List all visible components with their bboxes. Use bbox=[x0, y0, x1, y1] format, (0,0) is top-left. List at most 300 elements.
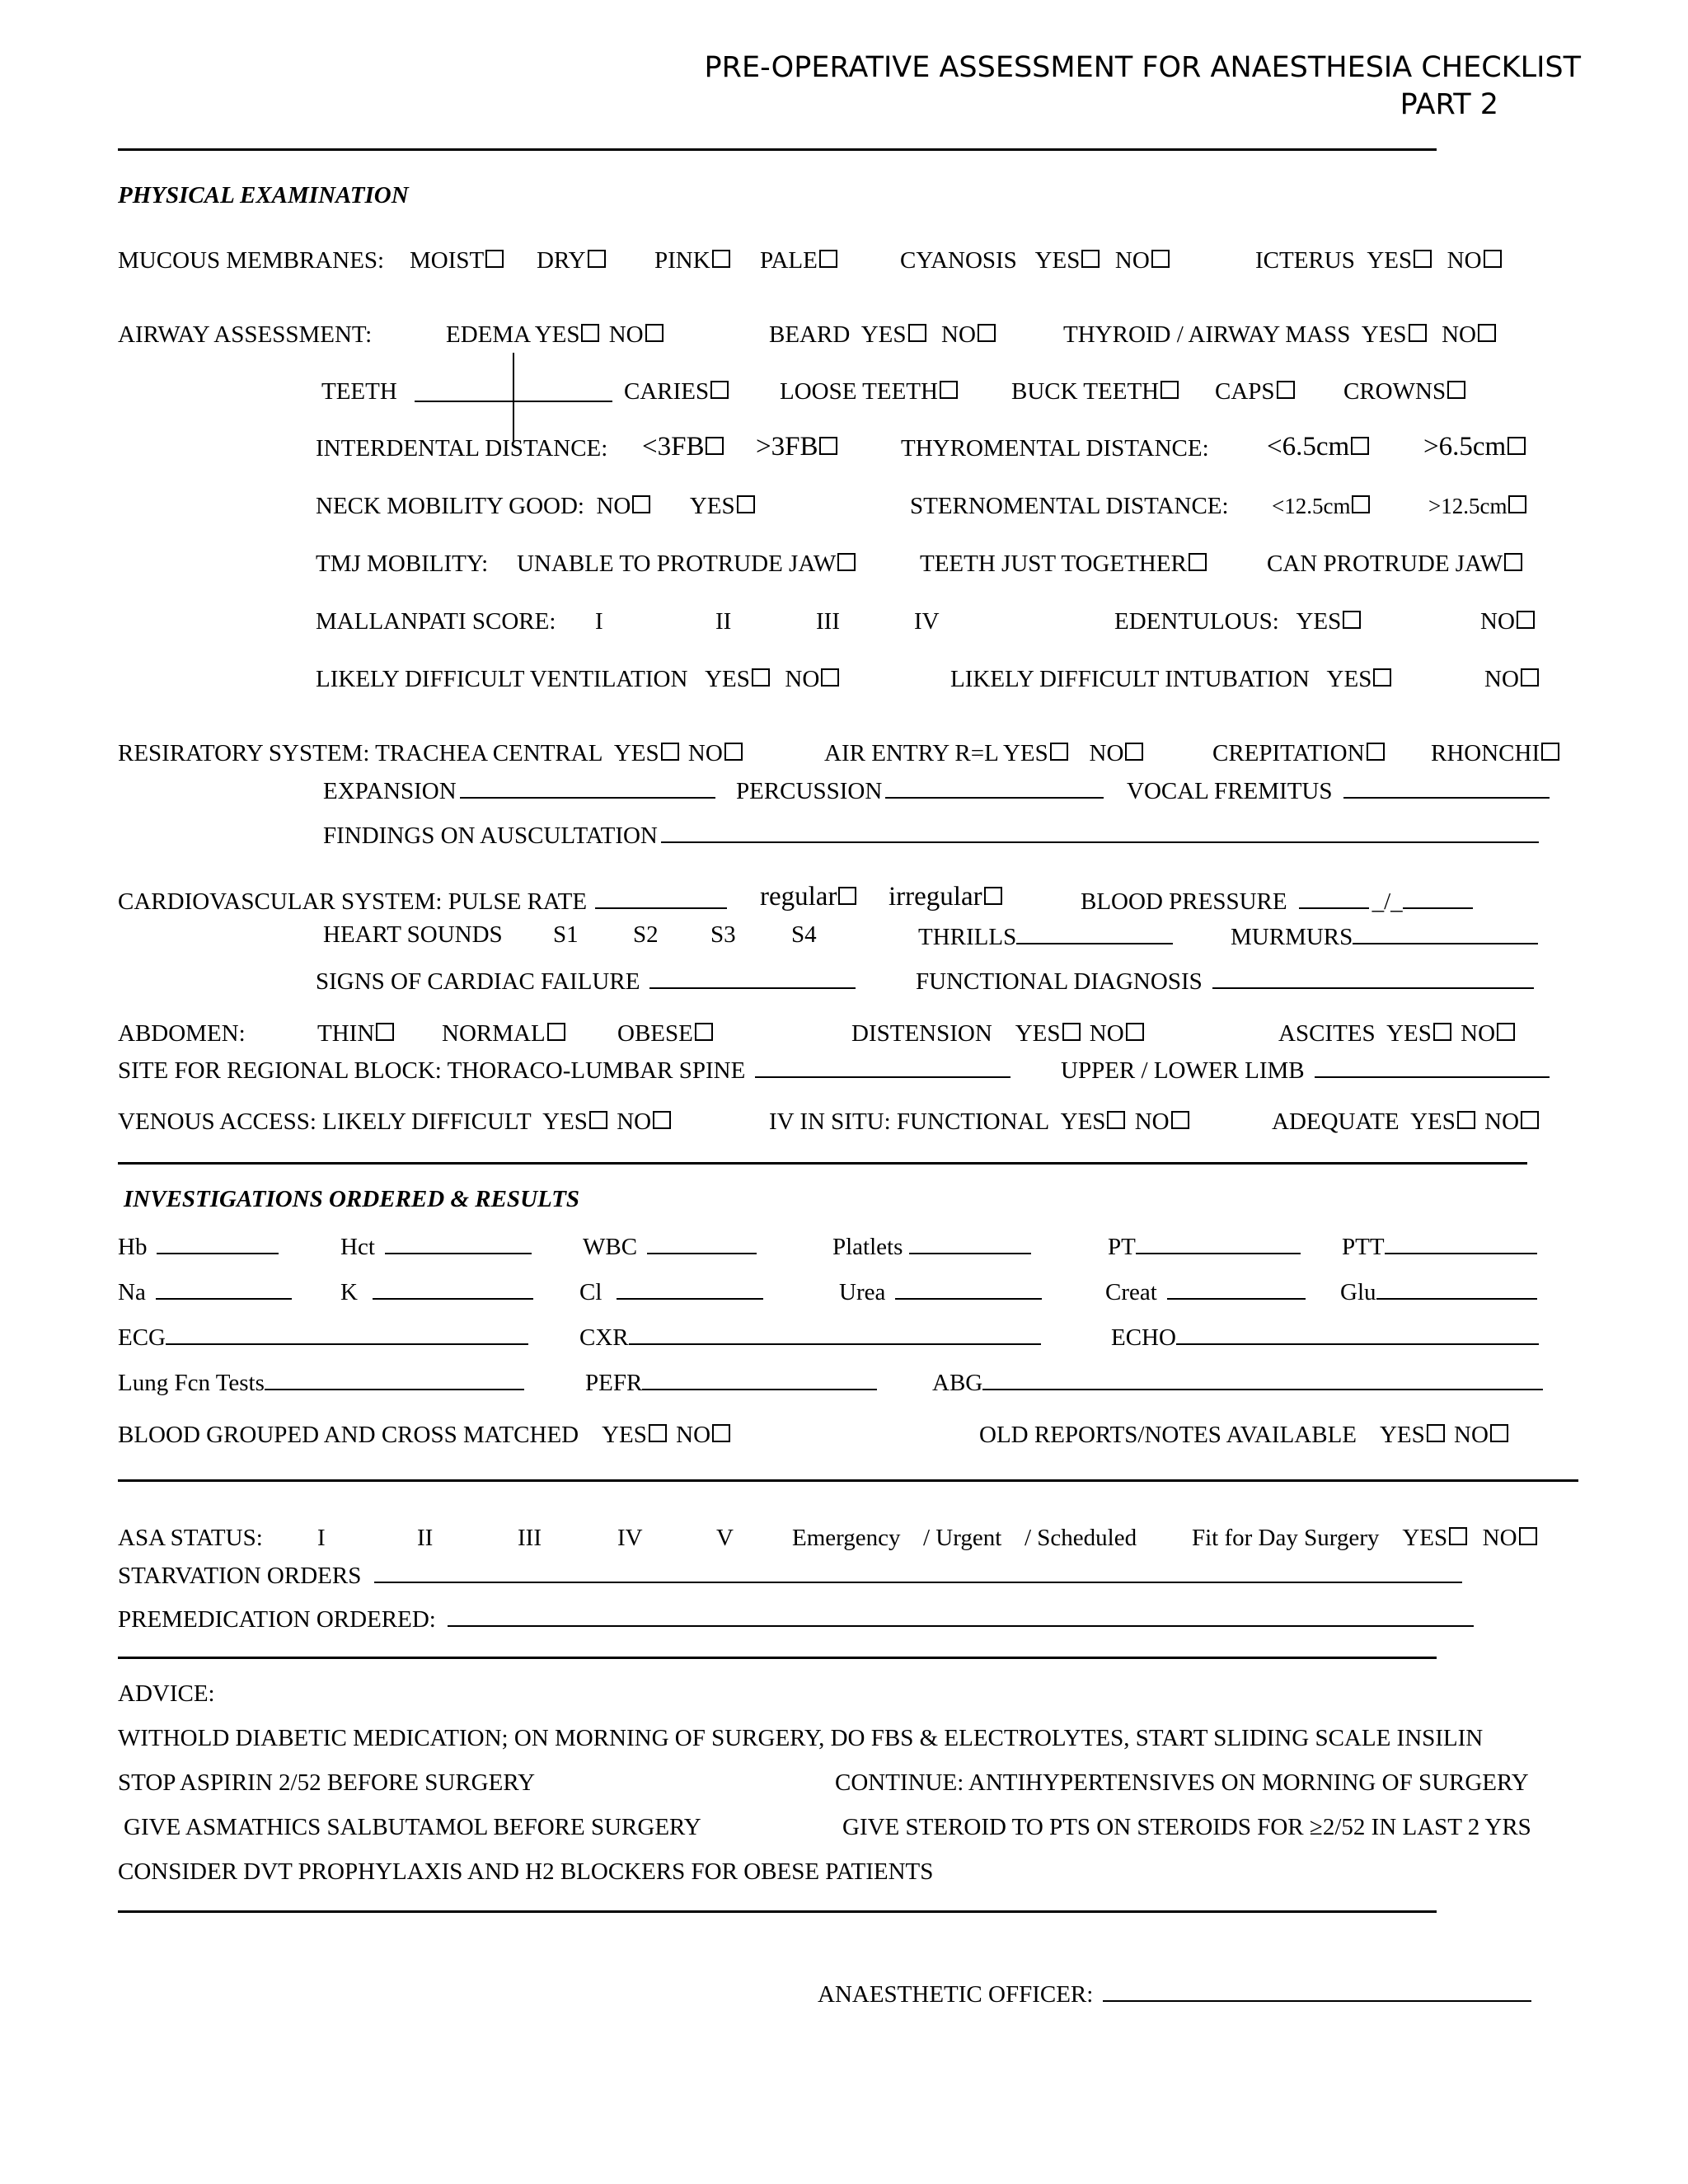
buck-teeth-label: BUCK TEETH bbox=[1011, 378, 1160, 405]
advice-line-2a: STOP ASPIRIN 2/52 BEFORE SURGERY bbox=[118, 1769, 536, 1796]
divider bbox=[118, 1162, 1527, 1165]
cl-field bbox=[579, 1278, 767, 1305]
lung-fcn-input[interactable] bbox=[265, 1369, 524, 1390]
moist-checkbox[interactable] bbox=[485, 250, 504, 268]
starvation-field bbox=[118, 1562, 1465, 1588]
no-label: NO bbox=[676, 1422, 711, 1448]
yes-label: YES bbox=[542, 1108, 588, 1135]
ecg-label: ECG bbox=[118, 1324, 166, 1351]
thyroid-yes-checkbox[interactable] bbox=[1409, 324, 1427, 342]
k-field bbox=[340, 1278, 537, 1305]
diff-vent-no-checkbox[interactable] bbox=[821, 668, 839, 687]
edema-no-checkbox[interactable] bbox=[645, 324, 663, 342]
cyanosis-no-checkbox[interactable] bbox=[1151, 250, 1170, 268]
glu-input[interactable] bbox=[1376, 1278, 1537, 1300]
section-heading-investigations: INVESTIGATIONS ORDERED & RESULTS bbox=[124, 1186, 580, 1212]
mallampati-2[interactable]: II bbox=[715, 608, 732, 635]
no-label: NO bbox=[941, 321, 976, 348]
iv-yes-checkbox[interactable] bbox=[1107, 1111, 1125, 1129]
day-surgery-yes-checkbox[interactable] bbox=[1449, 1527, 1467, 1545]
lt65-label: <6.5cm bbox=[1267, 432, 1350, 462]
premed-field bbox=[118, 1605, 1477, 1632]
auscultation-input[interactable] bbox=[661, 822, 1539, 843]
air-entry-option bbox=[824, 742, 1146, 766]
divider bbox=[118, 1910, 1437, 1913]
cl-input[interactable] bbox=[617, 1278, 763, 1300]
lt125-checkbox[interactable] bbox=[1352, 495, 1370, 513]
scheduled-option[interactable]: / Scheduled bbox=[1025, 1525, 1137, 1551]
resp-row bbox=[118, 742, 746, 766]
buck-teeth-checkbox[interactable] bbox=[1160, 381, 1179, 399]
lt3fb-label: <3FB bbox=[642, 432, 705, 462]
urea-input[interactable] bbox=[895, 1278, 1042, 1300]
beard-label: BEARD bbox=[769, 321, 851, 348]
auscultation-field bbox=[323, 822, 1542, 848]
yes-label: YES bbox=[1386, 1020, 1432, 1047]
beard-no-checkbox[interactable] bbox=[978, 324, 996, 342]
echo-input[interactable] bbox=[1176, 1324, 1539, 1345]
thin-label: THIN bbox=[317, 1020, 375, 1047]
form-subtitle: PART 2 bbox=[1400, 88, 1498, 121]
adequate-yes-checkbox[interactable] bbox=[1457, 1111, 1475, 1129]
irregular-checkbox[interactable] bbox=[984, 887, 1002, 905]
urea-label: Urea bbox=[839, 1279, 886, 1305]
percussion-field bbox=[736, 777, 1107, 804]
teeth-together-label: TEETH JUST TOGETHER bbox=[920, 551, 1187, 577]
s2-option[interactable]: S2 bbox=[633, 921, 659, 948]
s1-option[interactable]: S1 bbox=[553, 921, 579, 948]
bp-field bbox=[1081, 888, 1476, 914]
air-entry-label: AIR ENTRY R=L bbox=[824, 740, 998, 766]
gt3fb-checkbox[interactable] bbox=[819, 437, 837, 455]
yes-label: YES bbox=[1015, 1020, 1061, 1047]
no-label: NO bbox=[1484, 1108, 1520, 1135]
no-label: NO bbox=[1442, 321, 1476, 348]
lt65-checkbox[interactable] bbox=[1351, 437, 1369, 455]
pale-checkbox[interactable] bbox=[819, 250, 837, 268]
gt3fb-label: >3FB bbox=[756, 432, 818, 462]
bp-label: BLOOD PRESSURE bbox=[1081, 888, 1287, 915]
no-label: NO bbox=[1461, 1020, 1496, 1047]
heart-sounds-label: HEART SOUNDS bbox=[323, 921, 503, 948]
normal-option bbox=[442, 1022, 569, 1046]
yes-label: YES bbox=[705, 666, 750, 692]
iv-insitu-label: IV IN SITU: FUNCTIONAL bbox=[769, 1108, 1050, 1135]
ptt-input[interactable] bbox=[1385, 1233, 1537, 1254]
diff-vent-option bbox=[316, 668, 842, 691]
old-reports-option bbox=[979, 1423, 1512, 1447]
trachea-yes-checkbox[interactable] bbox=[661, 743, 679, 761]
gt65-label: >6.5cm bbox=[1423, 432, 1507, 462]
adequate-option bbox=[1272, 1110, 1542, 1134]
dry-label: DRY bbox=[537, 247, 586, 274]
ascites-no-checkbox[interactable] bbox=[1497, 1023, 1515, 1041]
ascites-option bbox=[1278, 1022, 1518, 1046]
thrills-label: THRILLS bbox=[918, 924, 1017, 950]
crepitation-label: CREPITATION bbox=[1212, 740, 1365, 766]
thyromental-label: THYROMENTAL DISTANCE: bbox=[901, 435, 1209, 462]
no-label: NO bbox=[1480, 608, 1515, 635]
premed-label: PREMEDICATION ORDERED: bbox=[118, 1606, 436, 1633]
wbc-label: WBC bbox=[583, 1234, 638, 1260]
trachea-no-checkbox[interactable] bbox=[724, 743, 743, 761]
obese-label: OBESE bbox=[617, 1020, 693, 1047]
premed-input[interactable] bbox=[448, 1605, 1474, 1627]
pt-field bbox=[1108, 1233, 1304, 1259]
icterus-option bbox=[1255, 249, 1505, 273]
no-label: NO bbox=[1089, 1020, 1124, 1047]
ecg-field bbox=[118, 1324, 532, 1350]
old-reports-no-checkbox[interactable] bbox=[1490, 1424, 1508, 1442]
pefr-input[interactable] bbox=[642, 1369, 877, 1390]
ptt-field bbox=[1342, 1233, 1540, 1259]
s4-option[interactable]: S4 bbox=[791, 921, 817, 948]
yes-label: YES bbox=[602, 1422, 647, 1448]
pink-label: PINK bbox=[654, 247, 710, 274]
glu-label: Glu bbox=[1340, 1279, 1376, 1305]
hb-input[interactable] bbox=[157, 1233, 279, 1254]
creat-label: Creat bbox=[1105, 1279, 1157, 1305]
distension-label: DISTENSION bbox=[851, 1020, 992, 1047]
diff-vent-yes-checkbox[interactable] bbox=[752, 668, 770, 687]
echo-label: ECHO bbox=[1111, 1324, 1176, 1351]
vocal-fremitus-input[interactable] bbox=[1343, 777, 1550, 799]
edema-option bbox=[446, 323, 667, 347]
hct-field bbox=[340, 1233, 535, 1259]
rhonchi-option bbox=[1431, 742, 1563, 766]
urgent-option[interactable]: / Urgent bbox=[923, 1525, 1002, 1551]
venous-row bbox=[118, 1110, 674, 1134]
diff-intub-no-checkbox[interactable] bbox=[1521, 668, 1539, 687]
no-label: NO bbox=[785, 666, 820, 692]
cardio-row bbox=[118, 888, 730, 914]
irregular-label: irregular bbox=[889, 882, 982, 912]
murmurs-field bbox=[1231, 923, 1541, 949]
day-surgery-option bbox=[1192, 1526, 1540, 1550]
dry-option bbox=[537, 249, 609, 273]
teeth-together-checkbox[interactable] bbox=[1189, 553, 1207, 571]
irregular-option bbox=[889, 883, 1006, 911]
mallampati-label: MALLANPATI SCORE: bbox=[316, 608, 556, 635]
mallampati-4[interactable]: IV bbox=[914, 608, 940, 635]
can-jaw-checkbox[interactable] bbox=[1504, 553, 1522, 571]
loose-teeth-checkbox[interactable] bbox=[940, 381, 958, 399]
ptt-label: PTT bbox=[1342, 1234, 1385, 1260]
blood-group-no-checkbox[interactable] bbox=[712, 1424, 730, 1442]
iv-insitu-option bbox=[769, 1110, 1193, 1134]
pink-checkbox[interactable] bbox=[712, 250, 730, 268]
mallampati-1[interactable]: I bbox=[595, 608, 603, 635]
divider bbox=[118, 148, 1437, 151]
teeth-label: TEETH bbox=[321, 378, 397, 405]
no-label: NO bbox=[1134, 1108, 1170, 1135]
cardiac-failure-label: SIGNS OF CARDIAC FAILURE bbox=[316, 968, 640, 995]
asa-3[interactable]: III bbox=[518, 1525, 542, 1551]
yes-label: YES bbox=[689, 493, 735, 519]
buck-teeth-option bbox=[1011, 380, 1182, 404]
obese-option bbox=[617, 1022, 716, 1046]
neck-yes-checkbox[interactable] bbox=[737, 495, 755, 513]
vocal-fremitus-field bbox=[1127, 777, 1553, 804]
sternomental-label: STERNOMENTAL DISTANCE: bbox=[910, 493, 1229, 519]
resp-label: RESIRATORY SYSTEM: TRACHEA CENTRAL bbox=[118, 740, 603, 766]
yes-label: YES bbox=[1402, 1525, 1448, 1551]
adequate-no-checkbox[interactable] bbox=[1521, 1111, 1539, 1129]
gt65-checkbox[interactable] bbox=[1507, 437, 1526, 455]
edentulous-label: EDENTULOUS: bbox=[1114, 608, 1279, 635]
ascites-label: ASCITES bbox=[1278, 1020, 1376, 1047]
expansion-input[interactable] bbox=[460, 777, 715, 799]
murmurs-input[interactable] bbox=[1353, 923, 1538, 944]
lt65-option bbox=[1267, 434, 1372, 461]
platelets-label: Platlets bbox=[832, 1234, 903, 1260]
officer-label: ANAESTHETIC OFFICER: bbox=[818, 1981, 1094, 2008]
s3-option[interactable]: S3 bbox=[710, 921, 736, 948]
limb-label: UPPER / LOWER LIMB bbox=[1061, 1057, 1305, 1084]
edentulous-no-checkbox[interactable] bbox=[1517, 611, 1535, 629]
distension-option bbox=[851, 1022, 1147, 1046]
normal-checkbox[interactable] bbox=[547, 1023, 565, 1041]
officer-field bbox=[818, 1980, 1535, 2007]
loose-teeth-label: LOOSE TEETH bbox=[780, 378, 938, 405]
lt3fb-checkbox[interactable] bbox=[706, 437, 724, 455]
old-reports-yes-checkbox[interactable] bbox=[1427, 1424, 1445, 1442]
lung-fcn-label: Lung Fcn Tests bbox=[118, 1370, 265, 1396]
hct-label: Hct bbox=[340, 1234, 375, 1260]
no-label: NO bbox=[1114, 247, 1150, 274]
asa-1[interactable]: I bbox=[317, 1525, 326, 1551]
mucous-row bbox=[118, 249, 384, 273]
expansion-label: EXPANSION bbox=[323, 778, 457, 804]
asa-5[interactable]: V bbox=[716, 1525, 734, 1551]
hct-input[interactable] bbox=[385, 1233, 532, 1254]
glu-field bbox=[1340, 1278, 1540, 1305]
abg-label: ABG bbox=[932, 1370, 983, 1396]
thin-checkbox[interactable] bbox=[376, 1023, 394, 1041]
caps-checkbox[interactable] bbox=[1277, 381, 1295, 399]
yes-label: YES bbox=[1379, 1422, 1425, 1448]
asa-4[interactable]: IV bbox=[617, 1525, 643, 1551]
regional-block-label: SITE FOR REGIONAL BLOCK: THORACO-LUMBAR SPINE bbox=[118, 1057, 746, 1084]
lt125-option bbox=[1272, 495, 1373, 518]
venous-label: VENOUS ACCESS: LIKELY DIFFICULT bbox=[118, 1108, 532, 1135]
cardio-label: CARDIOVASCULAR SYSTEM: PULSE RATE bbox=[118, 888, 588, 915]
gt125-label: >12.5cm bbox=[1428, 494, 1507, 518]
creat-input[interactable] bbox=[1167, 1278, 1306, 1300]
pt-label: PT bbox=[1108, 1234, 1136, 1260]
advice-line-2b: CONTINUE: ANTIHYPERTENSIVES ON MORNING OF SURGERY bbox=[835, 1769, 1529, 1796]
asa-2[interactable]: II bbox=[417, 1525, 434, 1551]
caps-label: CAPS bbox=[1215, 378, 1275, 405]
limb-input[interactable] bbox=[1315, 1057, 1550, 1078]
ascites-yes-checkbox[interactable] bbox=[1433, 1023, 1451, 1041]
expansion-field bbox=[323, 777, 719, 804]
thrills-input[interactable] bbox=[1016, 923, 1173, 944]
diff-intub-label: LIKELY DIFFICULT INTUBATION bbox=[950, 666, 1310, 692]
pt-input[interactable] bbox=[1136, 1233, 1301, 1254]
yes-label: YES bbox=[1326, 666, 1372, 692]
rhonchi-checkbox[interactable] bbox=[1541, 743, 1559, 761]
air-entry-no-checkbox[interactable] bbox=[1125, 743, 1143, 761]
venous-no-checkbox[interactable] bbox=[653, 1111, 671, 1129]
day-surgery-label: Fit for Day Surgery bbox=[1192, 1525, 1380, 1551]
form-title: PRE-OPERATIVE ASSESSMENT FOR ANAESTHESIA CHECKLIST bbox=[704, 51, 1581, 84]
abg-input[interactable] bbox=[982, 1369, 1543, 1390]
beard-yes-checkbox[interactable] bbox=[908, 324, 926, 342]
regular-checkbox[interactable] bbox=[838, 887, 856, 905]
rhonchi-label: RHONCHI bbox=[1431, 740, 1540, 766]
yes-label: YES bbox=[1034, 247, 1081, 274]
iv-no-checkbox[interactable] bbox=[1171, 1111, 1189, 1129]
beard-option bbox=[769, 323, 999, 347]
no-label: NO bbox=[1447, 247, 1482, 274]
echo-field bbox=[1111, 1324, 1542, 1350]
blood-group-label: BLOOD GROUPED AND CROSS MATCHED bbox=[118, 1422, 579, 1448]
moist-label: MOIST bbox=[410, 247, 485, 274]
platelets-input[interactable] bbox=[909, 1233, 1031, 1254]
mucous-label: MUCOUS MEMBRANES: bbox=[118, 247, 385, 274]
no-label: NO bbox=[1454, 1422, 1489, 1448]
icterus-no-checkbox[interactable] bbox=[1484, 250, 1502, 268]
advice-line-3b: GIVE STEROID TO PTS ON STEROIDS FOR ≥2/52 IN LAST 2 YRS bbox=[842, 1814, 1531, 1840]
crepitation-checkbox[interactable] bbox=[1367, 743, 1385, 761]
bp-systolic-input[interactable] bbox=[1299, 888, 1369, 909]
teeth-together-option bbox=[920, 552, 1210, 576]
gt3fb-option bbox=[756, 434, 841, 461]
regular-option bbox=[760, 883, 860, 911]
diff-vent-label: LIKELY DIFFICULT VENTILATION bbox=[316, 666, 688, 692]
yes-label: YES bbox=[1296, 608, 1342, 635]
pale-label: PALE bbox=[760, 247, 818, 274]
gt125-checkbox[interactable] bbox=[1508, 495, 1526, 513]
cxr-input[interactable] bbox=[629, 1324, 1041, 1345]
na-label: Na bbox=[118, 1279, 146, 1305]
urea-field bbox=[839, 1278, 1045, 1305]
pale-option bbox=[760, 249, 841, 273]
platelets-field bbox=[832, 1233, 1034, 1259]
thyroid-mass-option bbox=[1063, 323, 1499, 347]
emergency-option[interactable]: Emergency bbox=[792, 1525, 901, 1551]
yes-label: YES bbox=[1410, 1108, 1456, 1135]
interdental-label: INTERDENTAL DISTANCE: bbox=[316, 435, 608, 462]
caries-checkbox[interactable] bbox=[710, 381, 729, 399]
percussion-input[interactable] bbox=[885, 777, 1104, 799]
regular-label: regular bbox=[760, 882, 837, 912]
cyanosis-option bbox=[900, 249, 1173, 273]
crowns-checkbox[interactable] bbox=[1447, 381, 1465, 399]
cardiac-failure-field bbox=[316, 968, 859, 994]
obese-checkbox[interactable] bbox=[695, 1023, 713, 1041]
ecg-input[interactable] bbox=[166, 1324, 528, 1345]
na-input[interactable] bbox=[156, 1278, 292, 1300]
loose-teeth-option bbox=[780, 380, 961, 404]
pink-option bbox=[654, 249, 734, 273]
functional-dx-label: FUNCTIONAL DIAGNOSIS bbox=[916, 968, 1203, 995]
mallampati-3[interactable]: III bbox=[816, 608, 840, 635]
pefr-field bbox=[585, 1369, 880, 1395]
gt65-option bbox=[1423, 434, 1529, 461]
pulse-rate-input[interactable] bbox=[595, 888, 727, 909]
tmj-label: TMJ MOBILITY: bbox=[316, 551, 489, 577]
thyroid-no-checkbox[interactable] bbox=[1478, 324, 1496, 342]
lt125-label: <12.5cm bbox=[1272, 494, 1351, 518]
k-label: K bbox=[340, 1279, 358, 1305]
regional-spine-input[interactable] bbox=[755, 1057, 1010, 1078]
venous-yes-checkbox[interactable] bbox=[589, 1111, 607, 1129]
k-input[interactable] bbox=[373, 1278, 533, 1300]
diff-intub-yes-checkbox[interactable] bbox=[1373, 668, 1391, 687]
unable-jaw-checkbox[interactable] bbox=[837, 553, 856, 571]
yes-label: YES bbox=[534, 321, 580, 348]
icterus-yes-checkbox[interactable] bbox=[1414, 250, 1432, 268]
edema-yes-checkbox[interactable] bbox=[581, 324, 599, 342]
crepitation-option bbox=[1212, 742, 1388, 766]
wbc-input[interactable] bbox=[647, 1233, 757, 1254]
limb-field bbox=[1061, 1057, 1553, 1083]
thyroid-mass-label: THYROID / AIRWAY MASS bbox=[1063, 321, 1351, 348]
no-label: NO bbox=[617, 1108, 652, 1135]
functional-dx-input[interactable] bbox=[1212, 968, 1534, 989]
bp-diastolic-input[interactable] bbox=[1403, 888, 1473, 909]
blood-group-yes-checkbox[interactable] bbox=[649, 1424, 667, 1442]
cxr-field bbox=[579, 1324, 1044, 1350]
yes-label: YES bbox=[860, 321, 907, 348]
teeth-chart-divider bbox=[513, 353, 514, 443]
day-surgery-no-checkbox[interactable] bbox=[1519, 1527, 1537, 1545]
cl-label: Cl bbox=[579, 1279, 603, 1305]
crowns-label: CROWNS bbox=[1343, 378, 1447, 405]
divider bbox=[118, 1479, 1578, 1482]
cardiac-failure-input[interactable] bbox=[649, 968, 856, 989]
no-label: NO bbox=[1482, 1525, 1517, 1551]
no-label: NO bbox=[1484, 666, 1519, 692]
no-label: NO bbox=[687, 740, 723, 766]
thin-option bbox=[317, 1022, 397, 1046]
unable-jaw-label: UNABLE TO PROTRUDE JAW bbox=[517, 551, 837, 577]
blood-group-option bbox=[118, 1423, 734, 1447]
percussion-label: PERCUSSION bbox=[736, 778, 883, 804]
can-jaw-label: CAN PROTRUDE JAW bbox=[1267, 551, 1503, 577]
edema-label: EDEMA bbox=[446, 321, 530, 348]
neck-no-checkbox[interactable] bbox=[632, 495, 650, 513]
lung-fcn-field bbox=[118, 1369, 528, 1395]
distension-yes-checkbox[interactable] bbox=[1062, 1023, 1081, 1041]
murmurs-label: MURMURS bbox=[1231, 924, 1353, 950]
distension-no-checkbox[interactable] bbox=[1126, 1023, 1144, 1041]
no-label: NO bbox=[1089, 740, 1124, 766]
edentulous-yes-checkbox[interactable] bbox=[1343, 611, 1361, 629]
officer-signature-input[interactable] bbox=[1103, 1980, 1531, 2002]
vocal-fremitus-label: VOCAL FREMITUS bbox=[1127, 778, 1333, 804]
wbc-field bbox=[583, 1233, 760, 1259]
advice-line-4: CONSIDER DVT PROPHYLAXIS AND H2 BLOCKERS FOR OBESE PATIENTS bbox=[118, 1858, 934, 1885]
na-field bbox=[118, 1278, 295, 1305]
yes-label: YES bbox=[1367, 247, 1413, 274]
air-entry-yes-checkbox[interactable] bbox=[1050, 743, 1068, 761]
starvation-input[interactable] bbox=[374, 1562, 1462, 1583]
dry-checkbox[interactable] bbox=[588, 250, 606, 268]
edentulous-no-option bbox=[1480, 610, 1538, 634]
edentulous-option bbox=[1114, 610, 1364, 634]
caps-option bbox=[1215, 380, 1298, 404]
bp-separator: _/_ bbox=[1372, 888, 1403, 915]
cyanosis-yes-checkbox[interactable] bbox=[1081, 250, 1100, 268]
pefr-label: PEFR bbox=[585, 1370, 643, 1396]
advice-line-1: WITHOLD DIABETIC MEDICATION; ON MORNING OF SURGERY, DO FBS & ELECTROLYTES, START SLIDING SCALE INSILIN bbox=[118, 1725, 1484, 1751]
diff-intub-no-option bbox=[1484, 668, 1542, 691]
creat-field bbox=[1105, 1278, 1309, 1305]
moist-option bbox=[410, 249, 507, 273]
